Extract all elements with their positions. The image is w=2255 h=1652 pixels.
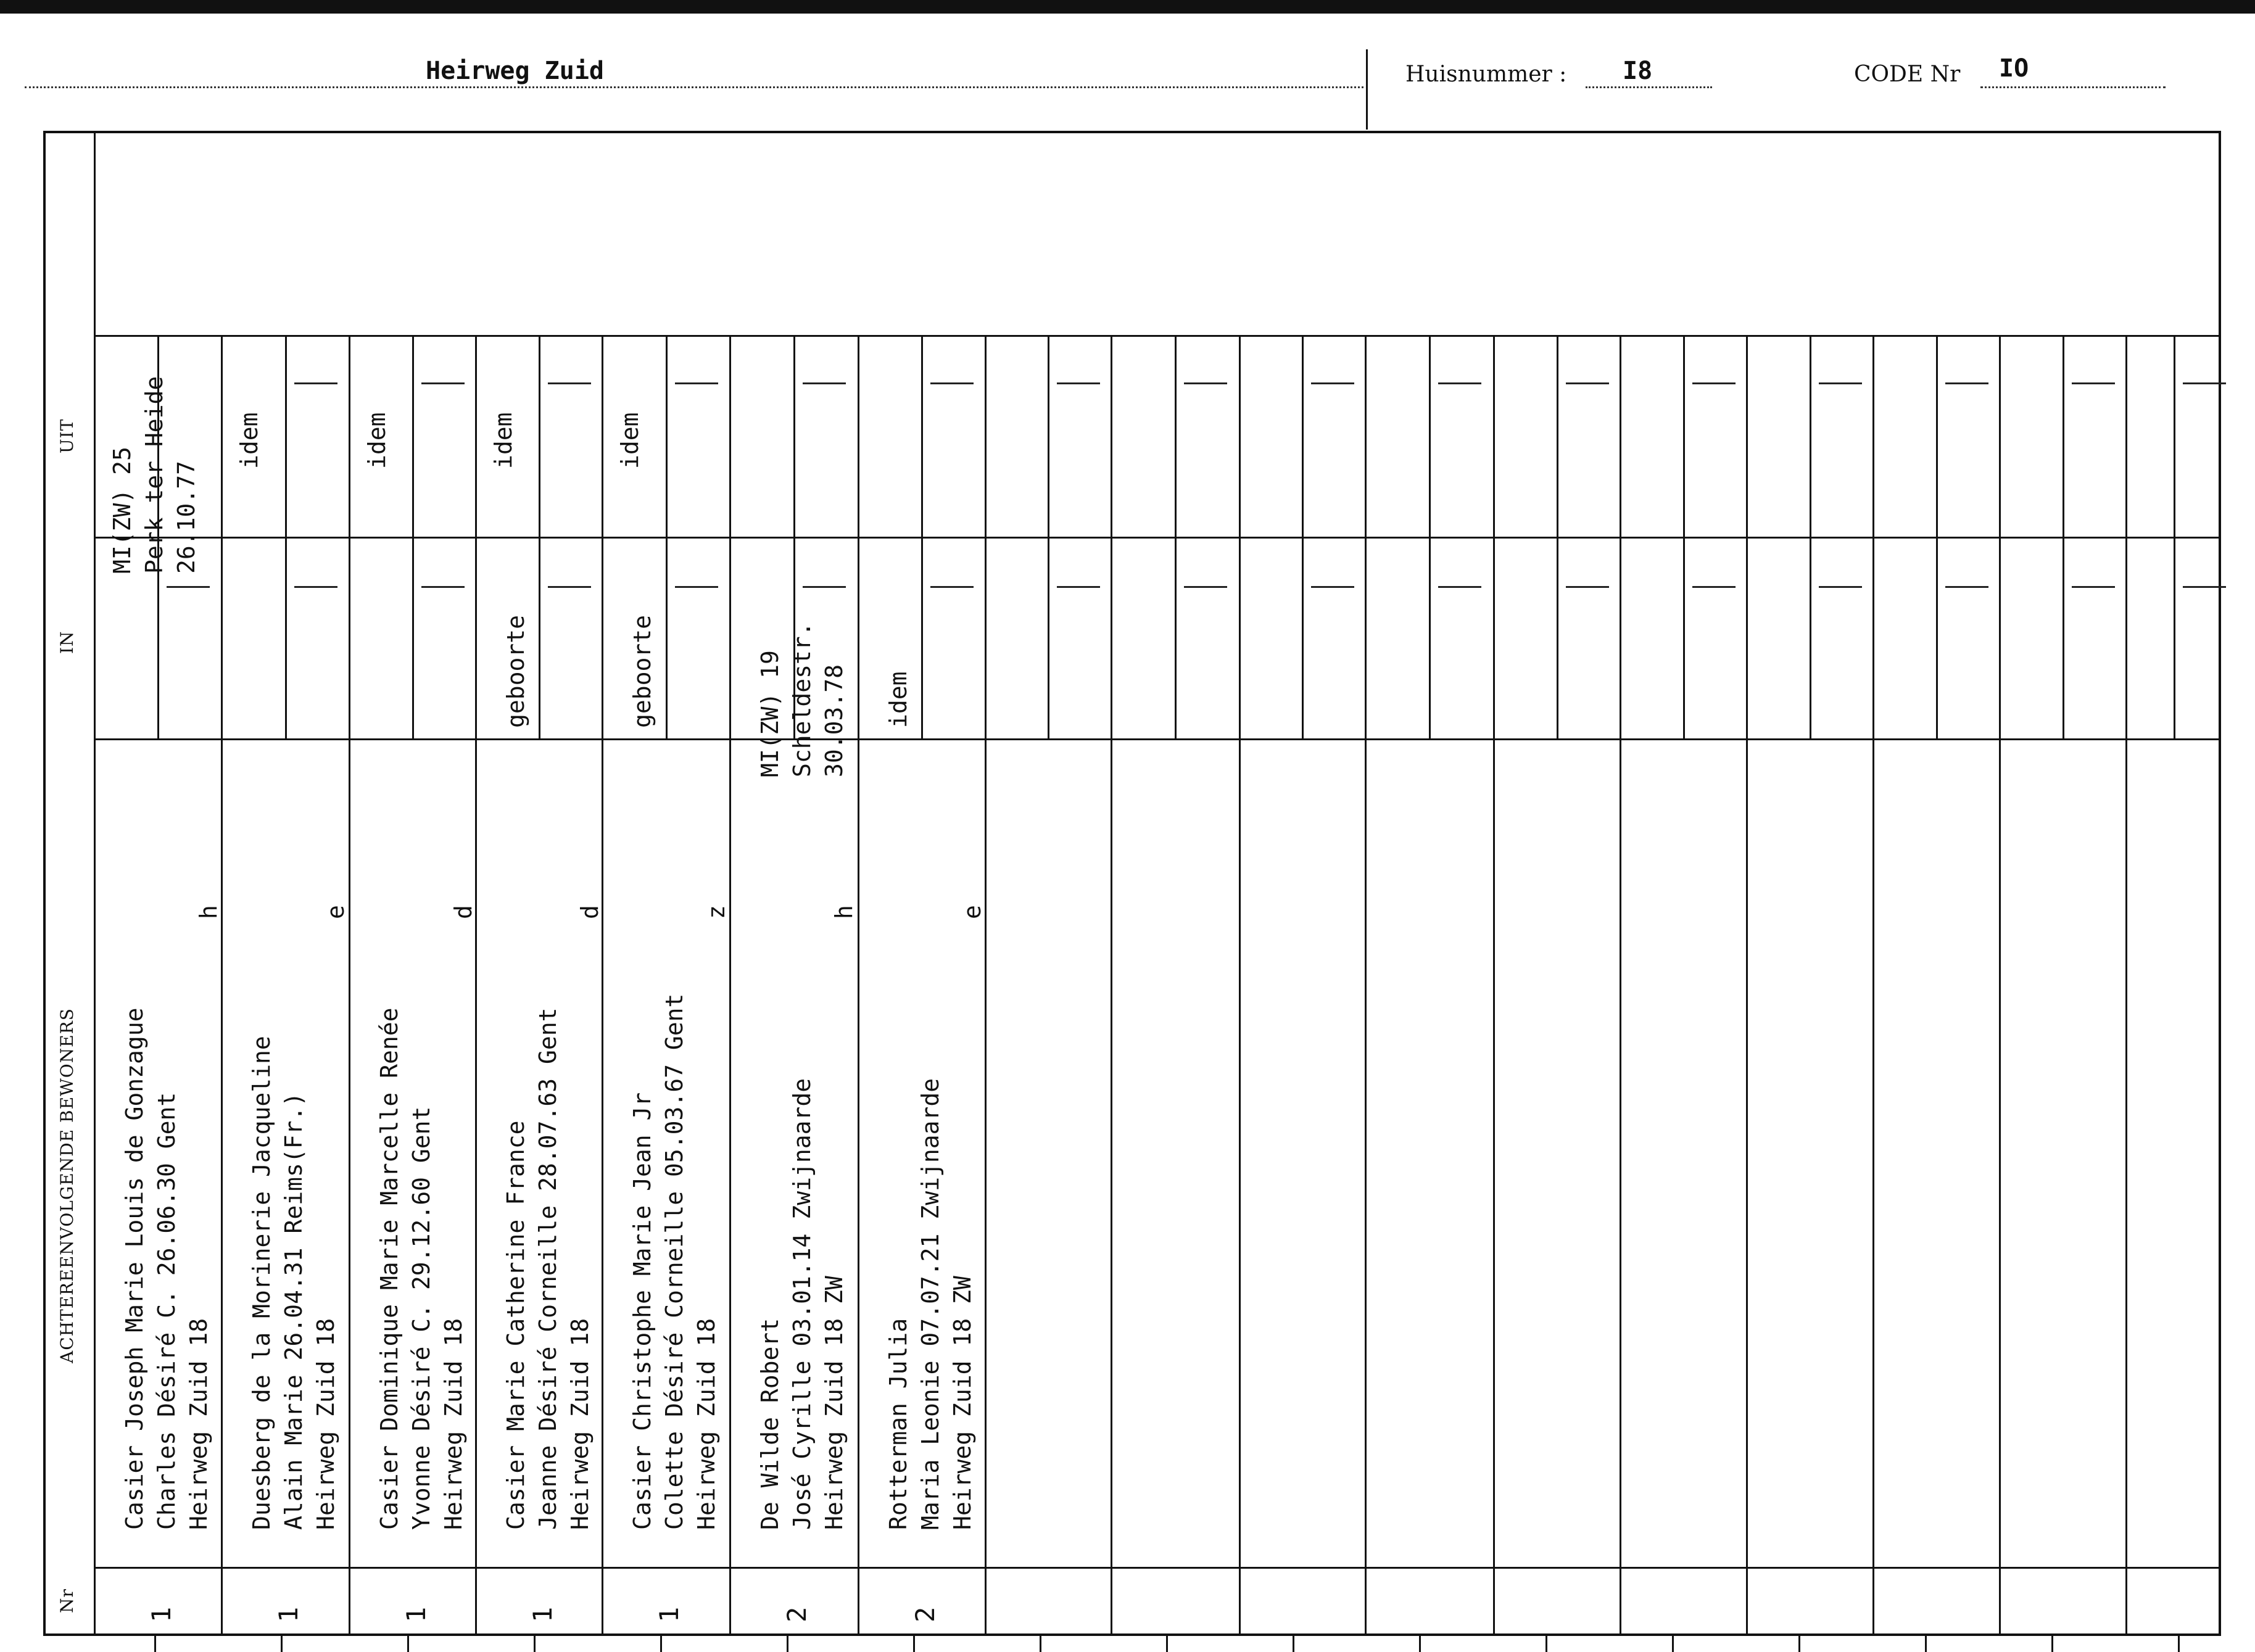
- half-column-divider: [1175, 537, 1177, 738]
- in-label: IN: [57, 630, 77, 654]
- bottom-tick: [913, 1636, 915, 1652]
- empty-dash: [1692, 586, 1736, 588]
- half-column-divider: [921, 335, 923, 537]
- uit-entry: Perk ter Heide: [141, 376, 168, 574]
- resident-line: Casier Joseph Marie Louis de Gonzague: [121, 1007, 148, 1530]
- column-divider: [1365, 335, 1367, 1636]
- entry-number: 2: [910, 1606, 940, 1622]
- empty-dash: [421, 382, 465, 384]
- half-column-divider: [1429, 335, 1431, 537]
- empty-dash: [1566, 586, 1609, 588]
- nr-top-line: [94, 1567, 2221, 1569]
- half-column-divider: [539, 537, 540, 738]
- resident-line: Heirweg Zuid 18: [440, 1318, 467, 1530]
- column-divider: [602, 335, 603, 1636]
- uit-entry: idem: [236, 412, 263, 469]
- uit-label: UIT: [57, 418, 77, 453]
- empty-dash: [294, 382, 337, 384]
- bottom-tick: [787, 1636, 788, 1652]
- house-number: I8: [1623, 57, 1653, 85]
- empty-dash: [1692, 382, 1736, 384]
- half-column-divider: [539, 335, 540, 537]
- empty-dash: [1819, 586, 1862, 588]
- resident-line: Casier Dominique Marie Marcelle Renée: [376, 1007, 403, 1530]
- in-entry: geboorte: [629, 614, 656, 728]
- half-column-divider: [921, 537, 923, 738]
- column-divider: [1239, 335, 1241, 1636]
- empty-dash: [1945, 382, 1988, 384]
- header-divider: [1366, 49, 1368, 130]
- label-column-divider: [94, 131, 96, 1636]
- in-entry: 30.03.78: [821, 664, 848, 777]
- column-divider: [1620, 335, 1621, 1636]
- empty-dash: [2072, 382, 2115, 384]
- residents-top-line: [94, 738, 2221, 740]
- street-name: Heirweg Zuid: [426, 57, 604, 85]
- entry-number: 1: [401, 1606, 431, 1622]
- house-number-underline: [1586, 86, 1712, 88]
- empty-dash: [930, 382, 974, 384]
- half-column-divider: [1048, 335, 1049, 537]
- half-column-divider: [1048, 537, 1049, 738]
- resident-line: Yvonne Désiré C. 29.12.60 Gent: [408, 1106, 435, 1530]
- bottom-tick: [1166, 1636, 1168, 1652]
- resident-line: Rotterman Julia: [885, 1318, 912, 1530]
- bottom-tick: [407, 1636, 409, 1652]
- uit-entry: idem: [616, 412, 643, 469]
- column-divider: [2125, 335, 2127, 1636]
- half-column-divider: [1810, 537, 1811, 738]
- entry-number: 1: [146, 1606, 176, 1622]
- residents-label: ACHTEREENVOLGENDE BEWONERS: [57, 1008, 77, 1363]
- resident-line: Heirweg Zuid 18: [185, 1318, 212, 1530]
- half-column-divider: [1810, 335, 1811, 537]
- resident-line: Heirweg Zuid 18 ZW: [949, 1276, 976, 1530]
- household-code: h: [195, 905, 222, 919]
- resident-line: Charles Désiré C. 26.06.30 Gent: [153, 1092, 180, 1530]
- half-column-divider: [2174, 335, 2175, 537]
- half-column-divider: [285, 537, 287, 738]
- bottom-tick: [1040, 1636, 1041, 1652]
- column-divider: [349, 335, 350, 1636]
- empty-dash: [675, 382, 718, 384]
- bottom-tick: [534, 1636, 536, 1652]
- resident-line: De Wilde Robert: [756, 1318, 784, 1530]
- entry-number: 2: [782, 1606, 812, 1622]
- in-entry: idem: [885, 671, 912, 728]
- code-underline: [1980, 86, 2166, 88]
- resident-line: Duesberg de la Morinerie Jacqueline: [248, 1036, 275, 1530]
- column-divider: [1493, 335, 1495, 1636]
- resident-line: Heirweg Zuid 18: [312, 1318, 339, 1530]
- resident-line: Heirweg Zuid 18: [566, 1318, 594, 1530]
- nr-label: Nr: [57, 1588, 77, 1613]
- resident-line: José Cyrille 03.01.14 Zwijnaarde: [788, 1078, 816, 1530]
- resident-line: Jeanne Désiré Corneille 28.07.63 Gent: [534, 1007, 561, 1530]
- empty-dash: [1057, 586, 1100, 588]
- half-column-divider: [2174, 537, 2175, 738]
- household-code: e: [959, 905, 986, 919]
- empty-dash: [548, 382, 591, 384]
- empty-dash: [2183, 382, 2226, 384]
- bottom-tick: [1545, 1636, 1547, 1652]
- entry-number: 1: [273, 1606, 304, 1622]
- column-divider: [221, 335, 223, 1636]
- bottom-tick: [1798, 1636, 1800, 1652]
- top-edge: [0, 0, 2255, 14]
- empty-dash: [1566, 382, 1609, 384]
- bottom-tick: [1419, 1636, 1421, 1652]
- form-frame: [43, 131, 2221, 1636]
- resident-line: Casier Marie Catherine France: [502, 1120, 529, 1530]
- column-divider: [1872, 335, 1874, 1636]
- bottom-tick: [1293, 1636, 1294, 1652]
- column-divider: [1111, 335, 1112, 1636]
- household-code: d: [450, 905, 477, 919]
- entry-number: 1: [654, 1606, 684, 1622]
- half-column-divider: [1557, 335, 1558, 537]
- half-column-divider: [1429, 537, 1431, 738]
- empty-dash: [167, 586, 210, 588]
- household-code: z: [703, 905, 730, 919]
- empty-dash: [675, 586, 718, 588]
- household-code: d: [576, 905, 603, 919]
- column-divider: [1999, 335, 2001, 1636]
- half-column-divider: [1683, 537, 1685, 738]
- household-code: e: [322, 905, 349, 919]
- half-column-divider: [1936, 335, 1938, 537]
- bottom-tick: [2178, 1636, 2180, 1652]
- resident-line: Heirweg Zuid 18: [693, 1318, 720, 1530]
- half-column-divider: [1302, 537, 1304, 738]
- empty-dash: [2183, 586, 2226, 588]
- column-divider: [858, 335, 859, 1636]
- empty-dash: [548, 586, 591, 588]
- empty-dash: [1057, 382, 1100, 384]
- entry-number: 1: [528, 1606, 558, 1622]
- resident-line: Casier Christophe Marie Jean Jr: [629, 1092, 656, 1530]
- empty-dash: [803, 382, 846, 384]
- empty-dash: [1819, 382, 1862, 384]
- column-divider: [729, 335, 731, 1636]
- bottom-tick: [660, 1636, 662, 1652]
- empty-dash: [803, 586, 846, 588]
- resident-line: Heirweg Zuid 18 ZW: [821, 1276, 848, 1530]
- bottom-tick: [1925, 1636, 1927, 1652]
- half-column-divider: [2063, 537, 2064, 738]
- uit-entry: idem: [490, 412, 517, 469]
- bottom-tick: [2051, 1636, 2053, 1652]
- column-divider: [1746, 335, 1748, 1636]
- half-column-divider: [1683, 335, 1685, 537]
- in-entry: Scheldestr.: [788, 622, 816, 777]
- half-column-divider: [1936, 537, 1938, 738]
- code-number: IO: [1999, 54, 2029, 83]
- empty-dash: [421, 586, 465, 588]
- half-column-divider: [412, 537, 414, 738]
- half-column-divider: [2063, 335, 2064, 537]
- empty-dash: [1438, 382, 1481, 384]
- empty-dash: [930, 586, 974, 588]
- uit-entry: MI(ZW) 25: [109, 447, 136, 574]
- half-column-divider: [793, 335, 795, 537]
- half-column-divider: [285, 335, 287, 537]
- code-label: CODE Nr: [1854, 62, 1961, 87]
- bottom-tick: [281, 1636, 283, 1652]
- empty-dash: [1438, 586, 1481, 588]
- resident-line: Colette Désiré Corneille 05.03.67 Gent: [661, 993, 688, 1530]
- household-code: h: [830, 905, 858, 919]
- empty-dash: [1311, 382, 1354, 384]
- resident-line: Maria Leonie 07.07.21 Zwijnaarde: [917, 1078, 944, 1530]
- in-entry: geboorte: [502, 614, 529, 728]
- street-underline: [25, 86, 1363, 88]
- in-entry: MI(ZW) 19: [756, 650, 784, 777]
- half-column-divider: [412, 335, 414, 537]
- half-column-divider: [1302, 335, 1304, 537]
- bottom-tick: [154, 1636, 156, 1652]
- bottom-tick: [1672, 1636, 1674, 1652]
- resident-line: Alain Marie 26.04.31 Reims(Fr.): [280, 1092, 307, 1530]
- empty-dash: [1184, 382, 1227, 384]
- half-column-divider: [666, 335, 668, 537]
- half-column-divider: [1557, 537, 1558, 738]
- column-divider: [475, 335, 477, 1636]
- column-divider: [985, 335, 987, 1636]
- half-column-divider: [666, 537, 668, 738]
- empty-dash: [294, 586, 337, 588]
- empty-dash: [1311, 586, 1354, 588]
- empty-dash: [2072, 586, 2115, 588]
- empty-dash: [1945, 586, 1988, 588]
- empty-dash: [1184, 586, 1227, 588]
- uit-entry: idem: [363, 412, 391, 469]
- half-column-divider: [1175, 335, 1177, 537]
- house-number-label: Huisnummer :: [1405, 62, 1567, 87]
- uit-entry: 26.10.77: [173, 460, 200, 574]
